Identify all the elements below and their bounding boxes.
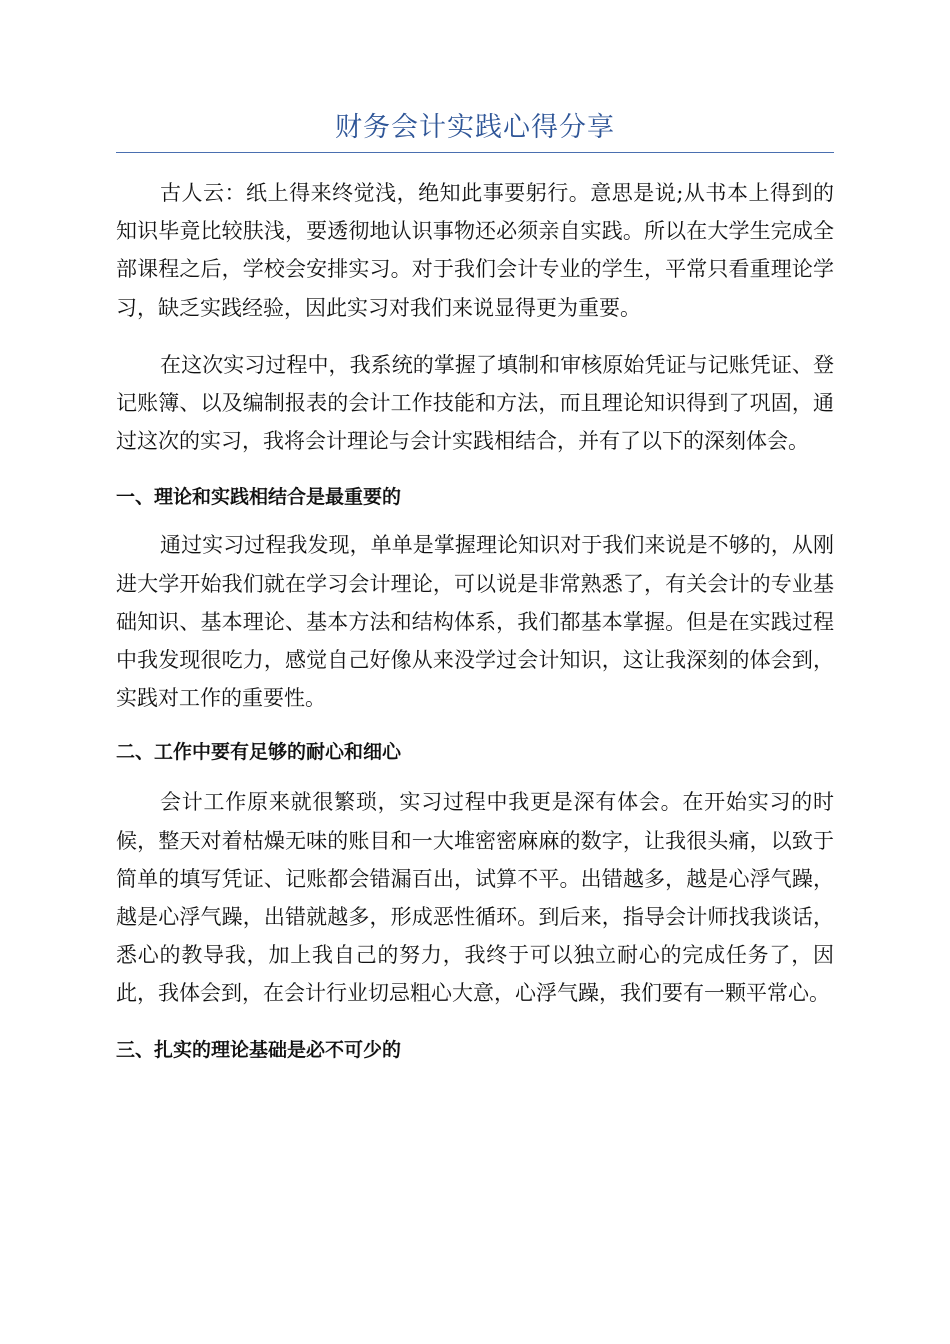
section-heading-3: 三、扎实的理论基础是必不可少的 — [116, 1038, 402, 1061]
experience-paragraph: 在这次实习过程中，我系统的掌握了填制和审核原始凭证与记账凭证、登记账簿、以及编制报表的会计工作技能和方法，而且理论知识得到了巩固，通过这次的实习，我将会计理论与会计实践相结合，并有了以下的深刻体会。 — [116, 352, 834, 454]
page-title: 财务会计实践心得分享 — [116, 108, 834, 153]
section-1-paragraph: 通过实习过程我发现，单单是掌握理论知识对于我们来说是不够的，从刚进大学开始我们就在学习会计理论，可以说是非常熟悉了，有关会计的专业基础知识、基本理论、基本方法和结构体系，我们都基本掌握。但是在实践过程中我发现很吃力，感觉自己好像从来没学过会计知识，这让我深刻的体会到，实践对工作的重要性。 — [116, 533, 834, 711]
section-heading-1: 一、理论和实践相结合是最重要的 — [116, 486, 402, 509]
intro-paragraph: 古人云：纸上得来终觉浅，绝知此事要躬行。意思是说;从书本上得到的知识毕竟比较肤浅，要透彻地认识事物还必须亲自实践。所以在大学生完成全部课程之后，学校会安排实习。对于我们会计专业的学生，平常只看重理论学习，缺乏实践经验，因此实习对我们来说显得更为重要。 — [116, 181, 834, 320]
document-page — [116, 108, 834, 1065]
section-heading-2: 二、工作中要有足够的耐心和细心 — [116, 741, 402, 764]
section-2-paragraph: 会计工作原来就很繁琐，实习过程中我更是深有体会。在开始实习的时候，整天对着枯燥无味的账目和一大堆密密麻麻的数字，让我很头痛，以致于简单的填写凭证、记账都会错漏百出，试算不平。出错越多，越是心浮气躁，越是心浮气躁，出错就越多，形成恶性循环。到后来，指导会计师找我谈话，悉心的教导我，加上我自己的努力，我终于可以独立耐心的完成任务了，因此，我体会到，在会计行业切忌粗心大意，心浮气躁，我们要有一颗平常心。 — [116, 790, 834, 1006]
